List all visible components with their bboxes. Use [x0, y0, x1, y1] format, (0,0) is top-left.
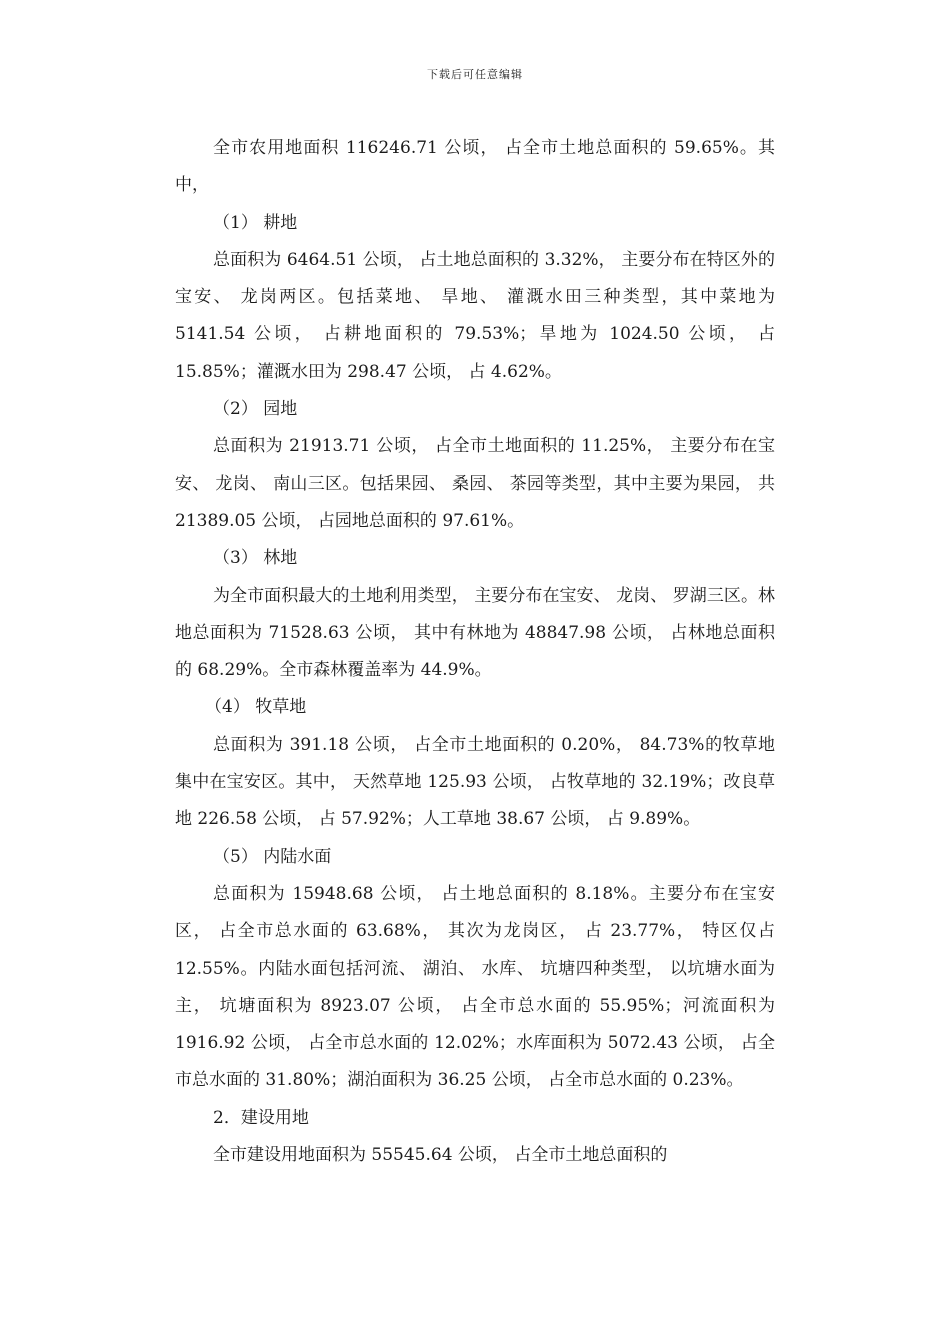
document-body	[175, 130, 775, 1174]
paragraph-forest-land: 为全市面积最大的土地利用类型， 主要分布在宝安、 龙岗、 罗湖三区。林地总面积为 71528.63 公顷， 其中有林地为 48847.98 公顷， 占林地总面积的 68.29%。全市森林覆盖率为 44.9%。	[175, 585, 775, 681]
heading-inland-water: （5） 内陆水面	[213, 846, 332, 867]
heading-cultivated-land: （1） 耕地	[213, 212, 298, 233]
paragraph-inland-water: 总面积为 15948.68 公顷， 占土地总面积的 8.18%。主要分布在宝安区， 占全市总水面的 63.68%， 其次为龙岗区， 占 23.77%， 特区仅占 12.55%。内陆水面包括河流、 湖泊、 水库、 坑塘四种类型， 以坑塘水面为主， 坑塘面积为 8923.07 公顷， 占全市总水面的 55.95%；河流面积为 1916.92 公顷， 占全市总水面的 12.02%；水库面积为 5072.43 公顷， 占全市总水面的 31.80%；湖泊面积为 36.25 公顷， 占全市总水面的 0.23%。	[175, 883, 775, 1091]
paragraph-agricultural-land: 全市农用地面积 116246.71 公顷， 占全市土地总面积的 59.65%。其中，	[175, 138, 775, 196]
heading-construction-land: 2．建设用地	[213, 1107, 309, 1128]
paragraph-construction-land: 全市建设用地面积为 55545.64 公顷， 占全市土地总面积的	[213, 1145, 668, 1166]
paragraph-pasture-land: 总面积为 391.18 公顷， 占全市土地面积的 0.20%， 84.73%的牧草地集中在宝安区。其中， 天然草地 125.93 公顷， 占牧草地的 32.19%；改良草地 226.58 公顷， 占 57.92%；人工草地 38.67 公顷， 占 9.89%。	[175, 734, 775, 830]
paragraph-garden-land: 总面积为 21913.71 公顷， 占全市土地面积的 11.25%， 主要分布在宝安、 龙岗、 南山三区。包括果园、 桑园、 茶园等类型，其中主要为果园， 共 21389.05 公顷， 占园地总面积的 97.61%。	[175, 436, 775, 531]
heading-pasture-land: （4） 牧草地	[205, 697, 307, 718]
heading-forest-land: （3） 林地	[213, 548, 298, 569]
heading-garden-land: （2） 园地	[213, 399, 298, 420]
page-header: 下载后可任意编辑	[427, 68, 523, 81]
paragraph-cultivated-land: 总面积为 6464.51 公顷， 占土地总面积的 3.32%， 主要分布在特区外的宝安、 龙岗两区。包括菜地、 旱地、 灌溉水田三种类型，其中菜地为 5141.54 公顷， 占耕地面积的 79.53%；旱地为 1024.50 公顷， 占 15.85%；灌溉水田为 298.47 公顷， 占 4.62%。	[175, 249, 775, 382]
